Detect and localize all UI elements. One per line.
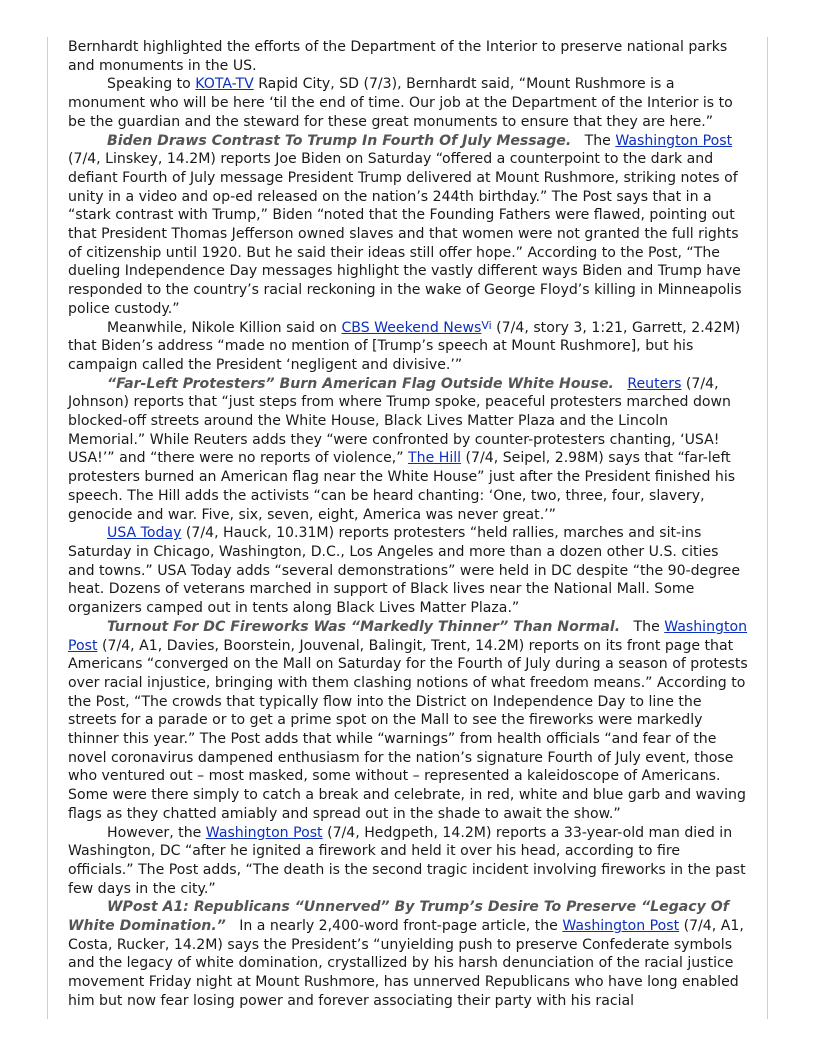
- link-kota-tv[interactable]: KOTA-TV: [195, 76, 254, 93]
- article-body: [68, 38, 749, 1011]
- paragraph-bernhardt-parks: Bernhardt highlighted the efforts of the Department of the Interior to preserve national parks and monuments in the US.: [68, 39, 728, 74]
- paragraph-flag-burning: “Far-Left Protesters” Burn American Flag Outside White House. Reuters (7/4, Johnson) reports that “just steps from where Trump spoke, peaceful protesters marched down blocked-off streets around the White House, Black Lives Matter Plaza and the Lincoln Memorial.” While Reuters adds they “were confronted by counter-protesters chanting, ‘USA! USA!’” and “there were no reports of violence,” The Hill (7/4, Seipel, 2.98M) says that “far-left protesters burned an American flag near the White House” just after the President finished his speech. The Hill adds the activists “can be heard chanting: ‘One, two, three, four, slavery, genocide and war. Five, six, seven, eight, America was never great.’”: [68, 375, 736, 523]
- video-indicator[interactable]: Vi: [481, 318, 492, 332]
- link-washington-post[interactable]: Washington Post: [615, 132, 733, 149]
- link-usa-today[interactable]: USA Today: [107, 525, 182, 542]
- paragraph-usa-today: USA Today (7/4, Hauck, 10.31M) reports protesters “held rallies, marches and sit-ins Saturday in Chicago, Washington, D.C., Los Angeles and more than a dozen other U.S. cities and towns.” USA Today adds “several demonstrations” were held in DC despite “the 90-degree heat. Dozens of veterans marched in support of Black lives near the National Mall. Some organizers camped out in tents along Black Lives Matter Plaza.”: [68, 525, 741, 617]
- link-reuters[interactable]: Reuters: [627, 375, 682, 392]
- headline-flag-burning: “Far-Left Protesters” Burn American Flag Outside White House.: [107, 375, 614, 392]
- headline-republicans-unnerved: WPost A1: Republicans “Unnerved” By Trump’s Desire To Preserve “Legacy Of White Domination.”: [68, 899, 729, 935]
- paragraph-fireworks-turnout: Turnout For DC Fireworks Was “Markedly Thinner” Than Normal. The Washington Post (7/4, A1, Davies, Boorstein, Jouvenal, Balingit, Trent, 14.2M) reports on its front page that Americans “converged on the Mall on Saturday for the Fourth of July during a season of protests over racial injustice, bringing with them clashing notions of what freedom means.” According to the Post, “The crowds that typically flow into the District on Independence Day to line the streets for a parade or to get a prime spot on the Mall to see the fireworks were markedly thinner this year.” The Post adds that while “warnings” from health officials “and fear of the novel coronavirus dampened enthusiasm for the nation’s signature Fourth of July event, those who ventured out – most masked, some without – represented a kaleidoscope of Americans. Some were there simply to catch a break and celebrate, in red, white and blue garb and waving flags as they chatted amiably and spread out in the shade to await the show.”: [68, 618, 748, 822]
- paragraph-biden-contrast: Biden Draws Contrast To Trump In Fourth Of July Message. The Washington Post (7/4, Linskey, 14.2M) reports Joe Biden on Saturday “offered a counterpoint to the dark and defiant Fourth of July message President Trump delivered at Mount Rushmore, striking notes of unity in a video and op-ed released on the nation’s 244th birthday.” The Post says that in a “stark contrast with Trump,” Biden “noted that the Founding Fathers were flawed, pointing out that President Thomas Jefferson owned slaves and that women were not granted the full rights of citizenship until 1920. But he said their ideas still offer hope.” According to the Post, “The dueling Independence Day messages highlight the vastly different ways Biden and Trump have responded to the country’s racial reckoning in the wake of George Floyd’s killing in Minneapolis police custody.”: [68, 132, 742, 317]
- link-washington-post[interactable]: Washington Post: [205, 824, 323, 841]
- right-margin-rule: [767, 37, 768, 1019]
- headline-fireworks-turnout: Turnout For DC Fireworks Was “Markedly Thinner” Than Normal.: [107, 618, 621, 635]
- link-washington-post[interactable]: Washington Post: [562, 918, 680, 935]
- link-cbs-weekend-news[interactable]: CBS Weekend News: [341, 319, 482, 336]
- headline-biden-contrast: Biden Draws Contrast To Trump In Fourth Of July Message.: [107, 132, 572, 149]
- left-margin-rule: [47, 37, 48, 1019]
- paragraph-firework-death: However, the Washington Post (7/4, Hedgpeth, 14.2M) reports a 33-year-old man died in Washington, DC “after he ignited a firework and held it over his head, according to fire officials.” The Post adds, “The death is the second tragic incident involving fireworks in the past few days in the city.”: [68, 824, 746, 897]
- paragraph-republicans-unnerved: WPost A1: Republicans “Unnerved” By Trump’s Desire To Preserve “Legacy Of White Domination.” In a nearly 2,400-word front-page article, the Washington Post (7/4, A1, Costa, Rucker, 14.2M) says the President’s “unyielding push to preserve Confederate symbols and the legacy of white domination, crystallized by his harsh denunciation of the racial justice movement Friday night at Mount Rushmore, has unnerved Republicans who have long enabled him but now fear losing power and forever associating their party with his racial: [68, 899, 744, 1009]
- link-washington-post[interactable]: Washington Post: [68, 618, 748, 654]
- paragraph-kota-tv: Speaking to KOTA-TV Rapid City, SD (7/3), Bernhardt said, “Mount Rushmore is a monument who will be here ‘til the end of time. Our job at the Department of the Interior is to be the guardian and the steward for these great monuments to ensure that they are here.”: [68, 76, 733, 130]
- link-the-hill[interactable]: The Hill: [408, 450, 462, 467]
- paragraph-cbs-weekend: Meanwhile, Nikole Killion said on CBS Weekend News$^{Vi}$ (7/4, story 3, 1:21, Garrett, 2.42M) that Biden’s address “made no mention of [Trump’s speech at Mount Rushmore], but his campaign called the President ‘negligent and divisive.’”: [68, 318, 741, 373]
